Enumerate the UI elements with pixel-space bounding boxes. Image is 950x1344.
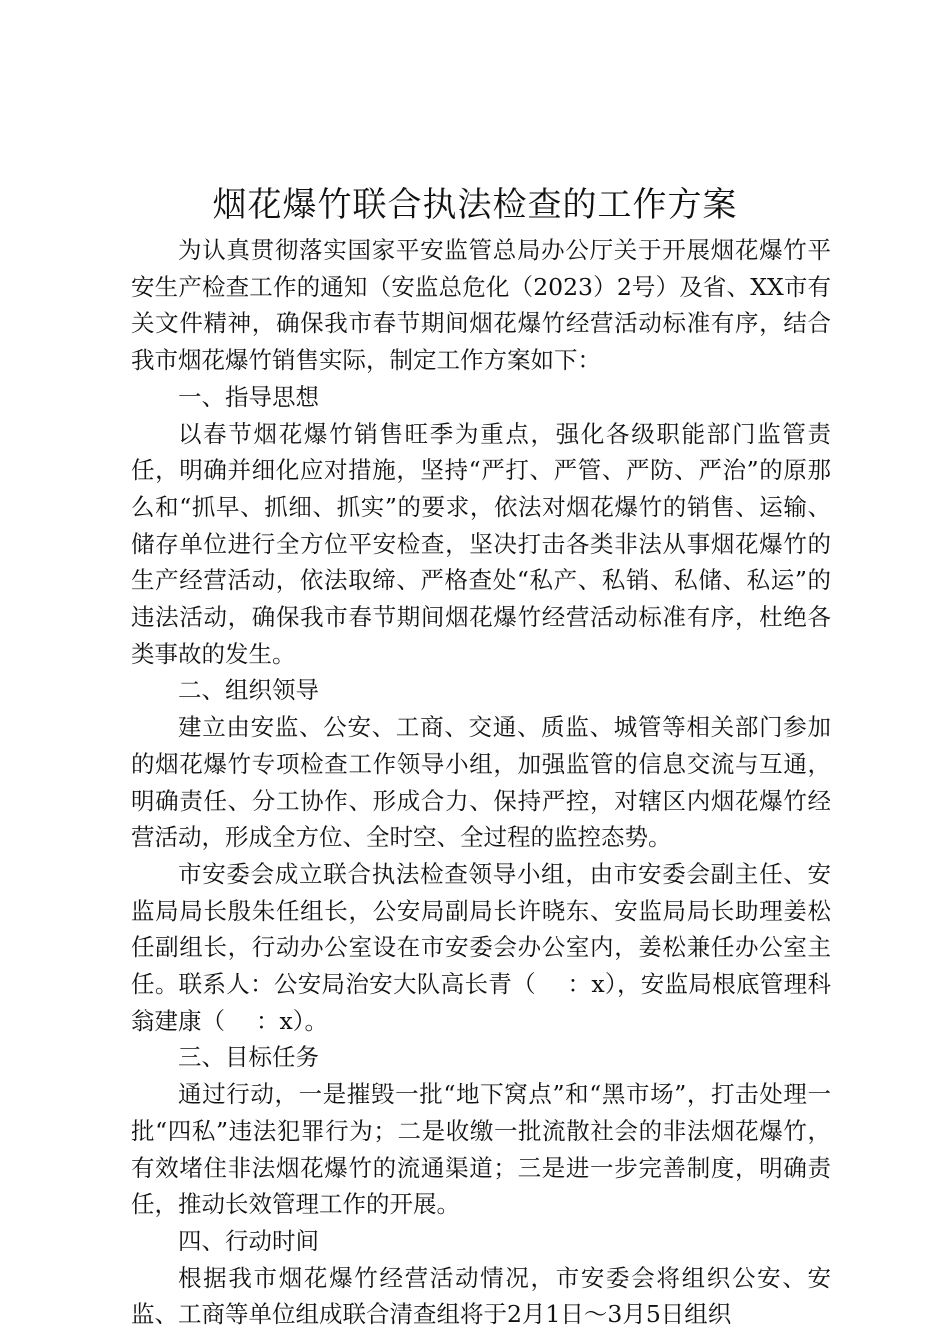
organization-paragraph-1: 建立由安监、公安、工商、交通、质监、城管等相关部门参加的烟花爆竹专项检查工作领导小组，加强监管的信息交流与互通，明确责任、分工协作、形成合力、保持严控，对辖区内烟花爆竹经营活动，形成全方位、全时空、全过程的监控态势。 [131, 713, 831, 852]
intro-paragraph: 为认真贯彻落实国家平安监管总局办公厅关于开展烟花爆竹平安生产检查工作的通知（安监总危化（2023）2号）及省、XX市有关文件精神，确保我市春节期间烟花爆竹经营活动标准有序，结合我市烟花爆竹销售实际，制定工作方案如下： [131, 236, 831, 375]
organization-paragraph-2: 市安委会成立联合执法检查领导小组，由市安委会副主任、安监局局长殷朱任组长，公安局副局长许晓东、安监局局长助理姜松任副组长，行动办公室设在市安委会办公室内，姜松兼任办公室主任。联系人：公安局治安大队高长青（ ：x），安监局根底管理科翁建康（ ：x）。 [131, 859, 831, 1035]
document-body [131, 232, 831, 1333]
document-title: 烟花爆竹联合执法检查的工作方案 [212, 185, 738, 225]
section-heading-objectives: 三、目标任务 [178, 1043, 319, 1072]
section-heading-organization: 二、组织领导 [178, 676, 319, 705]
action-time-paragraph: 根据我市烟花爆竹经营活动情况，市安委会将组织公安、安监、工商等单位组成联合清查组将于2月1日～3月5日组织 [131, 1263, 831, 1329]
section-heading-action-time: 四、行动时间 [178, 1226, 319, 1255]
objectives-paragraph: 通过行动，一是摧毁一批“地下窝点”和“黑市场”，打击处理一批“四私”违法犯罪行为；二是收缴一批流散社会的非法烟花爆竹，有效堵住非法烟花爆竹的流通渠道；三是进一步完善制度，明确责任，推动长效管理工作的开展。 [131, 1080, 831, 1219]
guiding-ideology-paragraph: 以春节烟花爆竹销售旺季为重点，强化各级职能部门监管责任，明确并细化应对措施，坚持“严打、严管、严防、严治”的原那么和“抓早、抓细、抓实”的要求，依法对烟花爆竹的销售、运输、储存单位进行全方位平安检查，坚决打击各类非法从事烟花爆竹的生产经营活动，依法取缔、严格查处“私产、私销、私储、私运”的违法活动，确保我市春节期间烟花爆竹经营活动标准有序，杜绝各类事故的发生。 [131, 419, 831, 668]
section-heading-guiding-ideology: 一、指导思想 [178, 382, 319, 411]
